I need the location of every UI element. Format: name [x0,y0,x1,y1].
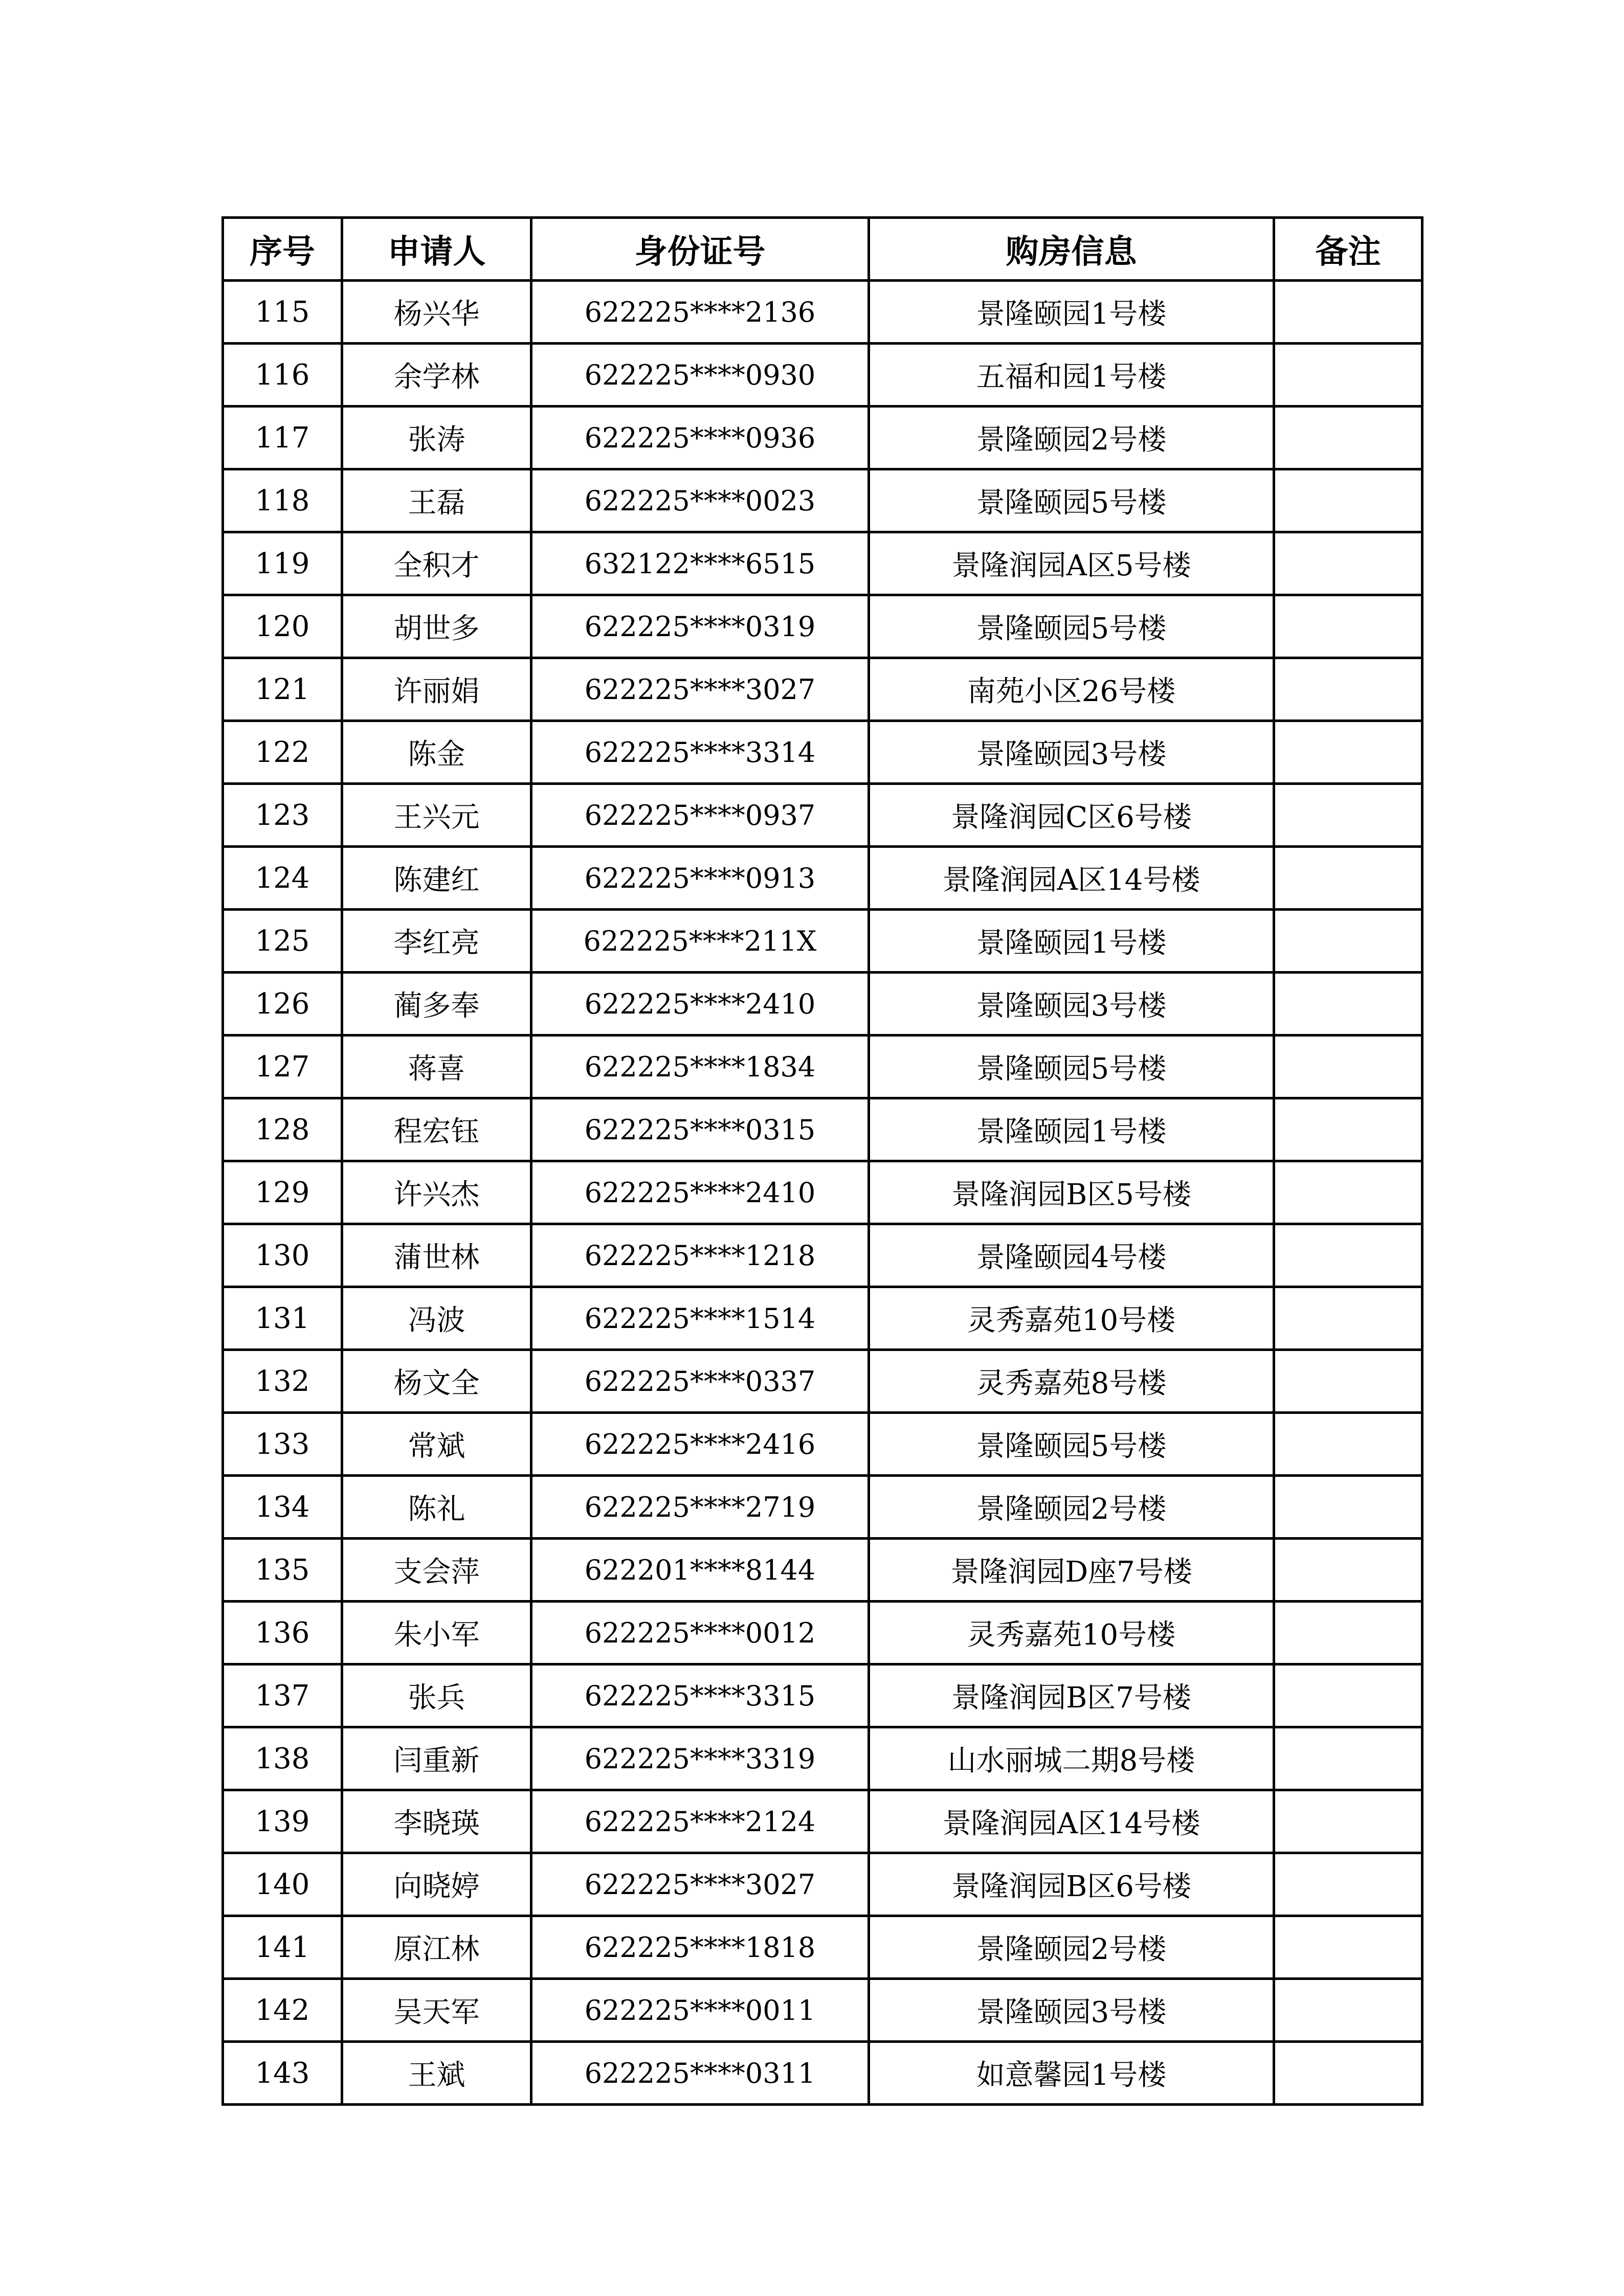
purchase-info-cell: 灵秀嘉苑10号楼 [869,1287,1274,1350]
remarks-cell [1274,1287,1422,1350]
id-number-cell: 622225****2410 [531,973,869,1036]
purchase-info-cell: 景隆颐园3号楼 [869,973,1274,1036]
applicant-cell: 杨兴华 [342,281,531,344]
header-applicant: 申请人 [342,218,531,281]
id-number-cell: 632122****6515 [531,532,869,595]
id-number-cell: 622225****0011 [531,1979,869,2042]
table-row [223,1664,1422,1727]
serial-number-cell: 115 [223,281,342,344]
serial-number-cell: 138 [223,1727,342,1790]
id-number-cell: 622225****2136 [531,281,869,344]
registry-table [221,216,1423,2106]
applicant-cell: 许兴杰 [342,1161,531,1224]
applicant-cell: 吴天军 [342,1979,531,2042]
applicant-cell: 蒲世林 [342,1224,531,1287]
applicant-cell: 冯波 [342,1287,531,1350]
header-serial-number: 序号 [223,218,342,281]
id-number-cell: 622225****0023 [531,469,869,532]
remarks-cell [1274,1790,1422,1853]
serial-number-cell: 126 [223,973,342,1036]
id-number-cell: 622201****8144 [531,1539,869,1602]
purchase-info-cell: 景隆润园C区6号楼 [869,784,1274,847]
serial-number-cell: 123 [223,784,342,847]
serial-number-cell: 121 [223,658,342,721]
applicant-cell: 王兴元 [342,784,531,847]
purchase-info-cell: 景隆颐园5号楼 [869,1413,1274,1476]
serial-number-cell: 116 [223,344,342,407]
serial-number-cell: 132 [223,1350,342,1413]
applicant-cell: 原江林 [342,1916,531,1979]
applicant-cell: 蒋喜 [342,1036,531,1098]
table-row [223,1916,1422,1979]
header-row [223,218,1422,281]
remarks-cell [1274,847,1422,910]
serial-number-cell: 125 [223,910,342,973]
serial-number-cell: 129 [223,1161,342,1224]
applicant-cell: 常斌 [342,1413,531,1476]
id-number-cell: 622225****3315 [531,1664,869,1727]
remarks-cell [1274,595,1422,658]
purchase-info-cell: 灵秀嘉苑8号楼 [869,1350,1274,1413]
purchase-info-cell: 景隆颐园4号楼 [869,1224,1274,1287]
table-row [223,1790,1422,1853]
id-number-cell: 622225****0311 [531,2042,869,2105]
purchase-info-cell: 景隆颐园1号楼 [869,281,1274,344]
table-header [223,218,1422,281]
remarks-cell [1274,532,1422,595]
applicant-cell: 程宏钰 [342,1098,531,1161]
id-number-cell: 622225****3314 [531,721,869,784]
table-row [223,469,1422,532]
id-number-cell: 622225****0337 [531,1350,869,1413]
table-row [223,1413,1422,1476]
table-row [223,1224,1422,1287]
id-number-cell: 622225****1834 [531,1036,869,1098]
id-number-cell: 622225****3027 [531,658,869,721]
remarks-cell [1274,1350,1422,1413]
purchase-info-cell: 景隆颐园5号楼 [869,469,1274,532]
serial-number-cell: 133 [223,1413,342,1476]
applicant-cell: 朱小军 [342,1602,531,1664]
serial-number-cell: 142 [223,1979,342,2042]
table-row [223,973,1422,1036]
applicant-cell: 王斌 [342,2042,531,2105]
id-number-cell: 622225****1818 [531,1916,869,1979]
purchase-info-cell: 灵秀嘉苑10号楼 [869,1602,1274,1664]
id-number-cell: 622225****0012 [531,1602,869,1664]
id-number-cell: 622225****2719 [531,1476,869,1539]
remarks-cell [1274,469,1422,532]
remarks-cell [1274,1664,1422,1727]
remarks-cell [1274,344,1422,407]
remarks-cell [1274,1916,1422,1979]
applicant-cell: 陈金 [342,721,531,784]
applicant-cell: 许丽娟 [342,658,531,721]
header-id-number: 身份证号 [531,218,869,281]
purchase-info-cell: 南苑小区26号楼 [869,658,1274,721]
serial-number-cell: 130 [223,1224,342,1287]
purchase-info-cell: 景隆颐园2号楼 [869,1916,1274,1979]
serial-number-cell: 124 [223,847,342,910]
purchase-info-cell: 景隆润园B区7号楼 [869,1664,1274,1727]
remarks-cell [1274,2042,1422,2105]
remarks-cell [1274,1602,1422,1664]
table-row [223,910,1422,973]
applicant-cell: 李晓瑛 [342,1790,531,1853]
id-number-cell: 622225****0937 [531,784,869,847]
id-number-cell: 622225****3027 [531,1853,869,1916]
table-row [223,407,1422,469]
remarks-cell [1274,910,1422,973]
header-remarks: 备注 [1274,218,1422,281]
applicant-cell: 李红亮 [342,910,531,973]
remarks-cell [1274,784,1422,847]
table-row [223,1161,1422,1224]
applicant-cell: 陈建红 [342,847,531,910]
table-row [223,1098,1422,1161]
id-number-cell: 622225****0319 [531,595,869,658]
purchase-info-cell: 五福和园1号楼 [869,344,1274,407]
applicant-cell: 胡世多 [342,595,531,658]
id-number-cell: 622225****0936 [531,407,869,469]
remarks-cell [1274,1727,1422,1790]
table-row [223,1979,1422,2042]
purchase-info-cell: 景隆颐园2号楼 [869,1476,1274,1539]
applicant-cell: 张涛 [342,407,531,469]
serial-number-cell: 131 [223,1287,342,1350]
table-row [223,281,1422,344]
serial-number-cell: 122 [223,721,342,784]
serial-number-cell: 127 [223,1036,342,1098]
serial-number-cell: 117 [223,407,342,469]
id-number-cell: 622225****2124 [531,1790,869,1853]
remarks-cell [1274,1413,1422,1476]
serial-number-cell: 136 [223,1602,342,1664]
table-row [223,1350,1422,1413]
remarks-cell [1274,1853,1422,1916]
purchase-info-cell: 景隆润园A区14号楼 [869,1790,1274,1853]
applicant-cell: 杨文全 [342,1350,531,1413]
id-number-cell: 622225****3319 [531,1727,869,1790]
serial-number-cell: 128 [223,1098,342,1161]
serial-number-cell: 140 [223,1853,342,1916]
serial-number-cell: 118 [223,469,342,532]
table-row [223,658,1422,721]
remarks-cell [1274,281,1422,344]
remarks-cell [1274,658,1422,721]
purchase-info-cell: 景隆润园D座7号楼 [869,1539,1274,1602]
table-row [223,1036,1422,1098]
table-row [223,721,1422,784]
id-number-cell: 622225****0913 [531,847,869,910]
table-row [223,532,1422,595]
purchase-info-cell: 景隆颐园2号楼 [869,407,1274,469]
serial-number-cell: 135 [223,1539,342,1602]
id-number-cell: 622225****1218 [531,1224,869,1287]
purchase-info-cell: 景隆润园A区14号楼 [869,847,1274,910]
purchase-info-cell: 景隆颐园1号楼 [869,1098,1274,1161]
applicant-cell: 全积才 [342,532,531,595]
serial-number-cell: 141 [223,1916,342,1979]
id-number-cell: 622225****2416 [531,1413,869,1476]
serial-number-cell: 143 [223,2042,342,2105]
remarks-cell [1274,1476,1422,1539]
table-row [223,847,1422,910]
purchase-info-cell: 景隆颐园5号楼 [869,1036,1274,1098]
id-number-cell: 622225****2410 [531,1161,869,1224]
table-row [223,595,1422,658]
serial-number-cell: 137 [223,1664,342,1727]
table-row [223,1476,1422,1539]
serial-number-cell: 134 [223,1476,342,1539]
applicant-cell: 向晓婷 [342,1853,531,1916]
purchase-info-cell: 景隆颐园1号楼 [869,910,1274,973]
applicant-cell: 蔺多奉 [342,973,531,1036]
table-row [223,1727,1422,1790]
table-row [223,1539,1422,1602]
remarks-cell [1274,1036,1422,1098]
header-purchase-info: 购房信息 [869,218,1274,281]
remarks-cell [1274,721,1422,784]
purchase-info-cell: 景隆润园B区6号楼 [869,1853,1274,1916]
applicant-cell: 余学林 [342,344,531,407]
remarks-cell [1274,1224,1422,1287]
table-row [223,784,1422,847]
purchase-info-cell: 景隆颐园5号楼 [869,595,1274,658]
purchase-info-cell: 如意馨园1号楼 [869,2042,1274,2105]
purchase-info-cell: 景隆润园A区5号楼 [869,532,1274,595]
table-row [223,1287,1422,1350]
remarks-cell [1274,1161,1422,1224]
purchase-info-cell: 景隆颐园3号楼 [869,1979,1274,2042]
remarks-cell [1274,1539,1422,1602]
purchase-info-cell: 景隆润园B区5号楼 [869,1161,1274,1224]
remarks-cell [1274,1098,1422,1161]
remarks-cell [1274,1979,1422,2042]
purchase-info-cell: 景隆颐园3号楼 [869,721,1274,784]
serial-number-cell: 119 [223,532,342,595]
purchase-info-cell: 山水丽城二期8号楼 [869,1727,1274,1790]
applicant-cell: 闫重新 [342,1727,531,1790]
remarks-cell [1274,407,1422,469]
table-row [223,344,1422,407]
id-number-cell: 622225****0315 [531,1098,869,1161]
table-row [223,2042,1422,2105]
applicant-cell: 陈礼 [342,1476,531,1539]
applicant-cell: 张兵 [342,1664,531,1727]
table-row [223,1853,1422,1916]
serial-number-cell: 120 [223,595,342,658]
id-number-cell: 622225****0930 [531,344,869,407]
table-body [223,281,1422,2105]
serial-number-cell: 139 [223,1790,342,1853]
applicant-cell: 王磊 [342,469,531,532]
remarks-cell [1274,973,1422,1036]
id-number-cell: 622225****1514 [531,1287,869,1350]
applicant-cell: 支会萍 [342,1539,531,1602]
id-number-cell: 622225****211X [531,910,869,973]
table-row [223,1602,1422,1664]
